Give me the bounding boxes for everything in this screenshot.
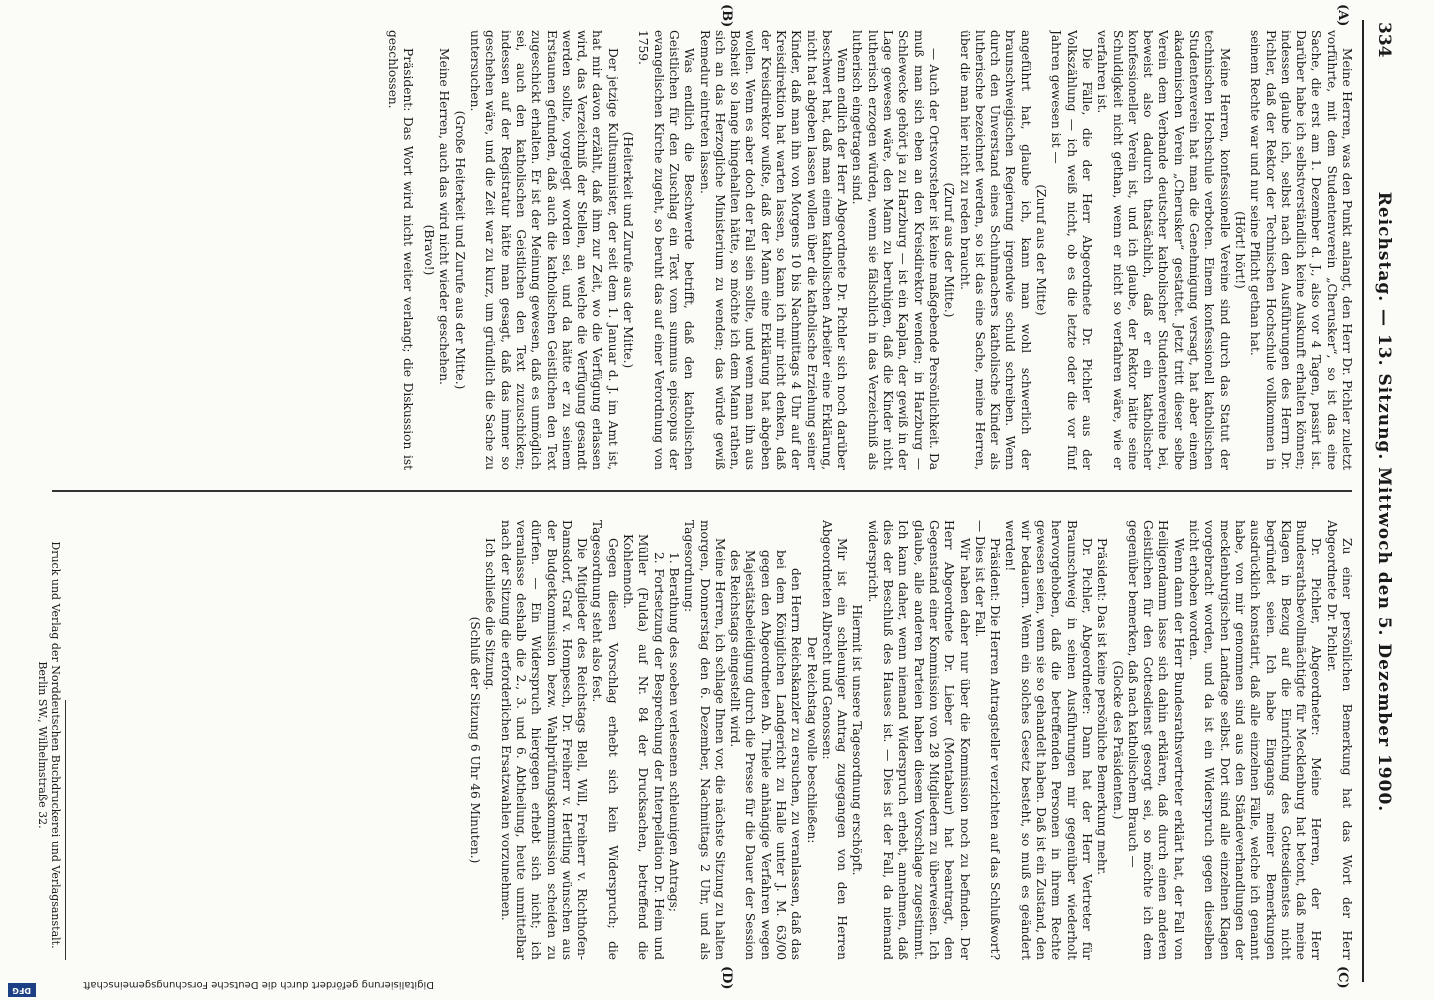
speaker-paragraph: Dr. Pichler, Abgeordneter: Dann hat der Herr Vertreter für Braunschweig in seinen Ausführungen mir gegenüber wiederholt hervorgehoben, daß die betreffenden Personen in ihrem Rechte gewesen seien, wenn sie so gehandelt haben. Daß ist ein Zustand, den wir bedauern. Wenn ein solches Gesetz besteht, so muß es geändert werden! bbox=[1003, 520, 1094, 960]
resolution-text: den Herrn Reichskanzler zu ersuchen, zu veranlassen, daß das bei dem Königlichen Landgericht zu Halle unter J. M. 63/00 gegen den Abgeordneten Ab. Thiele anhängige Verfahren wegen Majestätsbeleidigung durch die Presse für die Dauer der Session des Reichstags eingestellt wird. bbox=[728, 550, 804, 960]
agenda-item: 2. Fortsetzung der Besprechung der Interpellation Dr. Heim und Müller (Fulda) auf Nr. 84 der Drucksachen, betreffend die Kohlennoth. bbox=[621, 534, 666, 960]
interjection: (Zuruf aus der Mitte) bbox=[1034, 184, 1049, 316]
digitization-note: Digitalisierung gefördert durch die Deutsche Forschungsgemeinschaft bbox=[83, 979, 434, 990]
agenda-item: 1. Berathung des soeben verlesenen schleunigen Antrags; bbox=[666, 552, 681, 913]
interjection: (Bravo!) bbox=[422, 224, 437, 276]
interjection: (Hört! hört!) bbox=[1232, 211, 1247, 289]
paragraph: Meine Herren, konfessionelle Vereine sind durch das Statut der technischen Hochschule verboten. Einem konfessionell katholischen Studentenverein hat man die Genehmigung versagt, hat aber einem akademischen Verein „Cherusker“ gestattet. Jetzt tritt dieser selbe Verein dem Verbande deutscher katholischer Studentenvereine bei, beweist also dadurch thatsächlich, daß er ein katholischer konfessioneller Verein ist, und ich glaube, der Rektor hätte seine Schuldigkeit nicht gethan, wenn er nicht so verfahren wäre, wie er verfahren ist. bbox=[1095, 30, 1232, 470]
paragraph: Wenn endlich der Herr Abgeordnete Dr. Pichler sich noch darüber beschwert hat, daß man einem katholischen Arbeiter eine Erklärung, nicht hat abgeben lassen wollen über die katholische Erziehung seiner Kinder, daß man ihn von Morgens 10 bis Nachmittags 4 Uhr auf der Kreisdirektion hat warten lassen, so kann ich mir nicht denken, daß der Kreisdirektor wußte, daß der Mann eine Erklärung hat abgeben wollen. Wenn es aber doch der Fall sein sollte, und wenn man ihn aus Bosheit so lange hingehalten hätte, so möchte ich dem Mann rathen, sich an das Herzogliche Ministerium zu wenden; das würde gewiß Remedur eintreten lassen. bbox=[697, 30, 850, 470]
paragraph: Meine Herren, was den Punkt anlangt, den Herr Dr. Pichler zuletzt vorführte, mit dem Studentenverein „Cherusker“, so ist das eine Sache, die erst am 1. Dezember d. J., also vor 4 Tagen, passirt ist. Darüber habe ich selbstverständlich keine Auskunft erhalten können; indessen glaube ich, selbst nach den Ausführungen des Herrn Dr. Pichler, daß der Rektor der Technischen Hochschule vollkommen in seinem Rechte war und nur seine Pflicht gethan hat. bbox=[1248, 30, 1354, 470]
paragraph: — Auch der Ortsvorsteher ist keine maßgebende Persönlichkeit. Da muß man sich eben an den Kreisdirektor wenden; in Harzburg — Schlewecke gehört ja zu Harzburg — ist ein Kaplan, der gewiß in der Lage gewesen wäre, den Mann zu beruhigen, daß die Kinder nicht lutherisch erzogen würden, wenn sie fälschlich in das Verzeichniß als lutherisch eingetragen sind. bbox=[850, 30, 941, 470]
resolution-heading: Der Reichstag wolle beschließen: bbox=[804, 636, 819, 844]
paragraph: Die Fälle, die der Herr Abgeordnete Dr. Pichler aus der Volkszählung — ich weiß nicht, ob es die letzte oder die vor fünf Jahren gewesen ist — bbox=[1049, 30, 1094, 470]
dfg-logo: DFG bbox=[8, 983, 36, 997]
margin-marker-a: (A) bbox=[1335, 4, 1350, 27]
paragraph: Ich schließe die Sitzung. bbox=[483, 538, 498, 691]
header-rule bbox=[1362, 20, 1364, 982]
paragraph: Gegen diesen Vorschlag erhebt sich kein Widerspruch; die Tagesordnung steht also fest. bbox=[590, 520, 620, 960]
footer-rule bbox=[65, 700, 66, 960]
paragraph: Wenn dann der Herr Bundesrathsvertreter erklärt hat, der Fall von Heiligendamm lasse sich dahin erklären, daß durch einen anderen Geistlichen für den Gottesdienst gesorgt sei, so möchte ich dem gegenüber bemerken, daß nach katholischem Brauch — bbox=[1125, 520, 1186, 960]
president-statement: Präsident: Die Herren Antragsteller verzichten auf das Schlußwort? — Dies ist der Fall. bbox=[972, 520, 1003, 960]
paragraph: Meine Herren, auch das wird nicht wieder geschehen. bbox=[437, 48, 452, 385]
speaker-paragraph: Dr. Pichler, Abgeordneter: Meine Herren, der Herr Bundesrathsbevollmächtigte für Mecklenburg hat betont, daß meine Klagen in Bezug auf die Einrichtung des Gottesdienstes nicht begründet seien. Ich habe Eingangs meiner Bemerkungen ausdrücklich konstatirt, daß alle einzelnen Fälle, welche ich genannt habe, von mir genommen sind aus den Ständeverhandlungen der mecklenburgischen Landtage selbst. Dort sind alle einzelnen Klagen vorgebracht worden, und da ist ein Widerspruch gegen dieselben nicht erhoben worden. bbox=[1187, 520, 1324, 960]
margin-marker-c: (C) bbox=[1335, 966, 1350, 989]
paragraph: Was endlich die Beschwerde betrifft, daß den katholischen Geistlichen für den Zuschlag ein Text vom summus episcopus der evangelischen Kirche zugeht, so beruht das auf einer Verordnung von 1759. bbox=[636, 30, 697, 470]
paragraph: Die Mitglieder des Reichstags Blell, Will, Freiherr v. Richthofen-Damsdorf, Graf v. Hompesch, Dr. Freiherr v. Hertling wünschen aus der Budgetkommission bezw. Wahlprüfungskommission scheiden zu dürfen. — Ein Widerspruch hiergegen erhebt sich nicht; ich veranlasse deshalb die 2., 3. und 6. Abtheilung, heute unmittelbar nach der Sitzung die erforderlichen Ersatzwahlen vorzunehmen. bbox=[498, 520, 590, 960]
president-statement: Präsident: Das Wort wird nicht weiter verlangt; die Diskussion ist geschlossen. bbox=[385, 30, 415, 470]
paragraph: Der jetzige Kultusminister, der seit dem 1. Januar d. J. im Amt ist, hat mir davon erzählt, daß ihm zur Zeit, wo die Verfügung erlassen wird, das Verzeichniß der Stellen, an welche die Verfügung gesandt werden sollte, vorgelegt worden sei, und da hätte er zu seinem Erstaunen gefunden, daß auch die katholischen Geistlichen den Text zugeschickt erhalten. Er ist der Meinung gewesen, daß es unmöglich sei, auch den katholischen Geistlichen den Text zuzuschicken; indessen auf der Registratur hätte man gesagt, daß das immer so geschehen wäre, und die Zeit war zu kurz, um gründlich die Sache zu untersuchen. bbox=[468, 30, 620, 470]
interjection: (Glocke des Präsidenten.) bbox=[1110, 660, 1125, 820]
margin-marker-b: (B) bbox=[719, 4, 734, 28]
page-number: 334 bbox=[1374, 22, 1394, 58]
interjection: (Heiterkeit und Zurufe aus der Mitte.) bbox=[621, 131, 636, 369]
paragraph: Hiermit ist unsere Tagesordnung erschöpft. bbox=[850, 604, 865, 876]
margin-marker-d: (D) bbox=[719, 966, 734, 990]
president-statement: Präsident: Das ist keine persönliche Bemerkung mehr. bbox=[1095, 538, 1110, 876]
page-title: Reichstag. — 13. Sitzung. Mittwoch den 5. Dezember 1900. bbox=[1374, 191, 1394, 813]
left-column bbox=[44, 30, 1354, 470]
imprint-line: Druck und Verlag der Norddeutschen Buchdruckerei und Verlagsanstalt. bbox=[49, 541, 62, 949]
paragraph: Mir ist ein schleuniger Antrag zugegangen von den Herren Abgeordneten Albrecht und Genossen: bbox=[819, 520, 850, 960]
imprint-line: Berlin SW., Wilhelmstraße 32. bbox=[36, 661, 49, 829]
interjection: (Große Heiterkeit und Zurufe aus der Mitte.) bbox=[452, 110, 467, 390]
printer-imprint bbox=[36, 520, 62, 970]
interjection: (Zuruf aus der Mitte.) bbox=[942, 182, 957, 318]
paragraph: Meine Herren, ich schlage Ihnen vor, die nächste Sitzung zu halten morgen, Donnerstag den 6. Dezember, Nachmittags 2 Uhr, und als Tagesordnung: bbox=[682, 520, 727, 960]
paragraph: Wir haben daher nur über die Kommission noch zu befinden. Der Herr Abgeordnete Dr. Lieber (Montabaur) hat beantragt, den Gegenstand einer Kommission von 28 Mitgliedern zu überweisen. Ich glaube, alle anderen Parteien haben diesem Vorschlage zugestimmt. Ich kann daher, wenn niemand Widerspruch erhebt, annehmen, daß dies der Beschluß des Hauses ist. — Dies ist der Fall, da niemand widerspricht. bbox=[865, 520, 972, 960]
paragraph: Zu einer persönlichen Bemerkung hat das Wort der Herr Abgeordnete Dr. Pichler. bbox=[1324, 520, 1354, 960]
right-column bbox=[44, 520, 1354, 960]
closing-note: (Schluß der Sitzung 6 Uhr 46 Minuten.) bbox=[468, 616, 483, 864]
column-divider bbox=[52, 490, 1352, 492]
paragraph: angeführt hat, glaube ich, kann man wohl schwerlich der braunschweigischen Regierung irgendwie schuld schreiben. Wenn durch den Unverstand eines Schuhmachers katholische Kinder als lutherische bezeichnet werden, so ist das eine Sache, meine Herren, über die man hier nicht zu reden braucht. bbox=[957, 30, 1033, 470]
page-header bbox=[1364, 22, 1394, 982]
